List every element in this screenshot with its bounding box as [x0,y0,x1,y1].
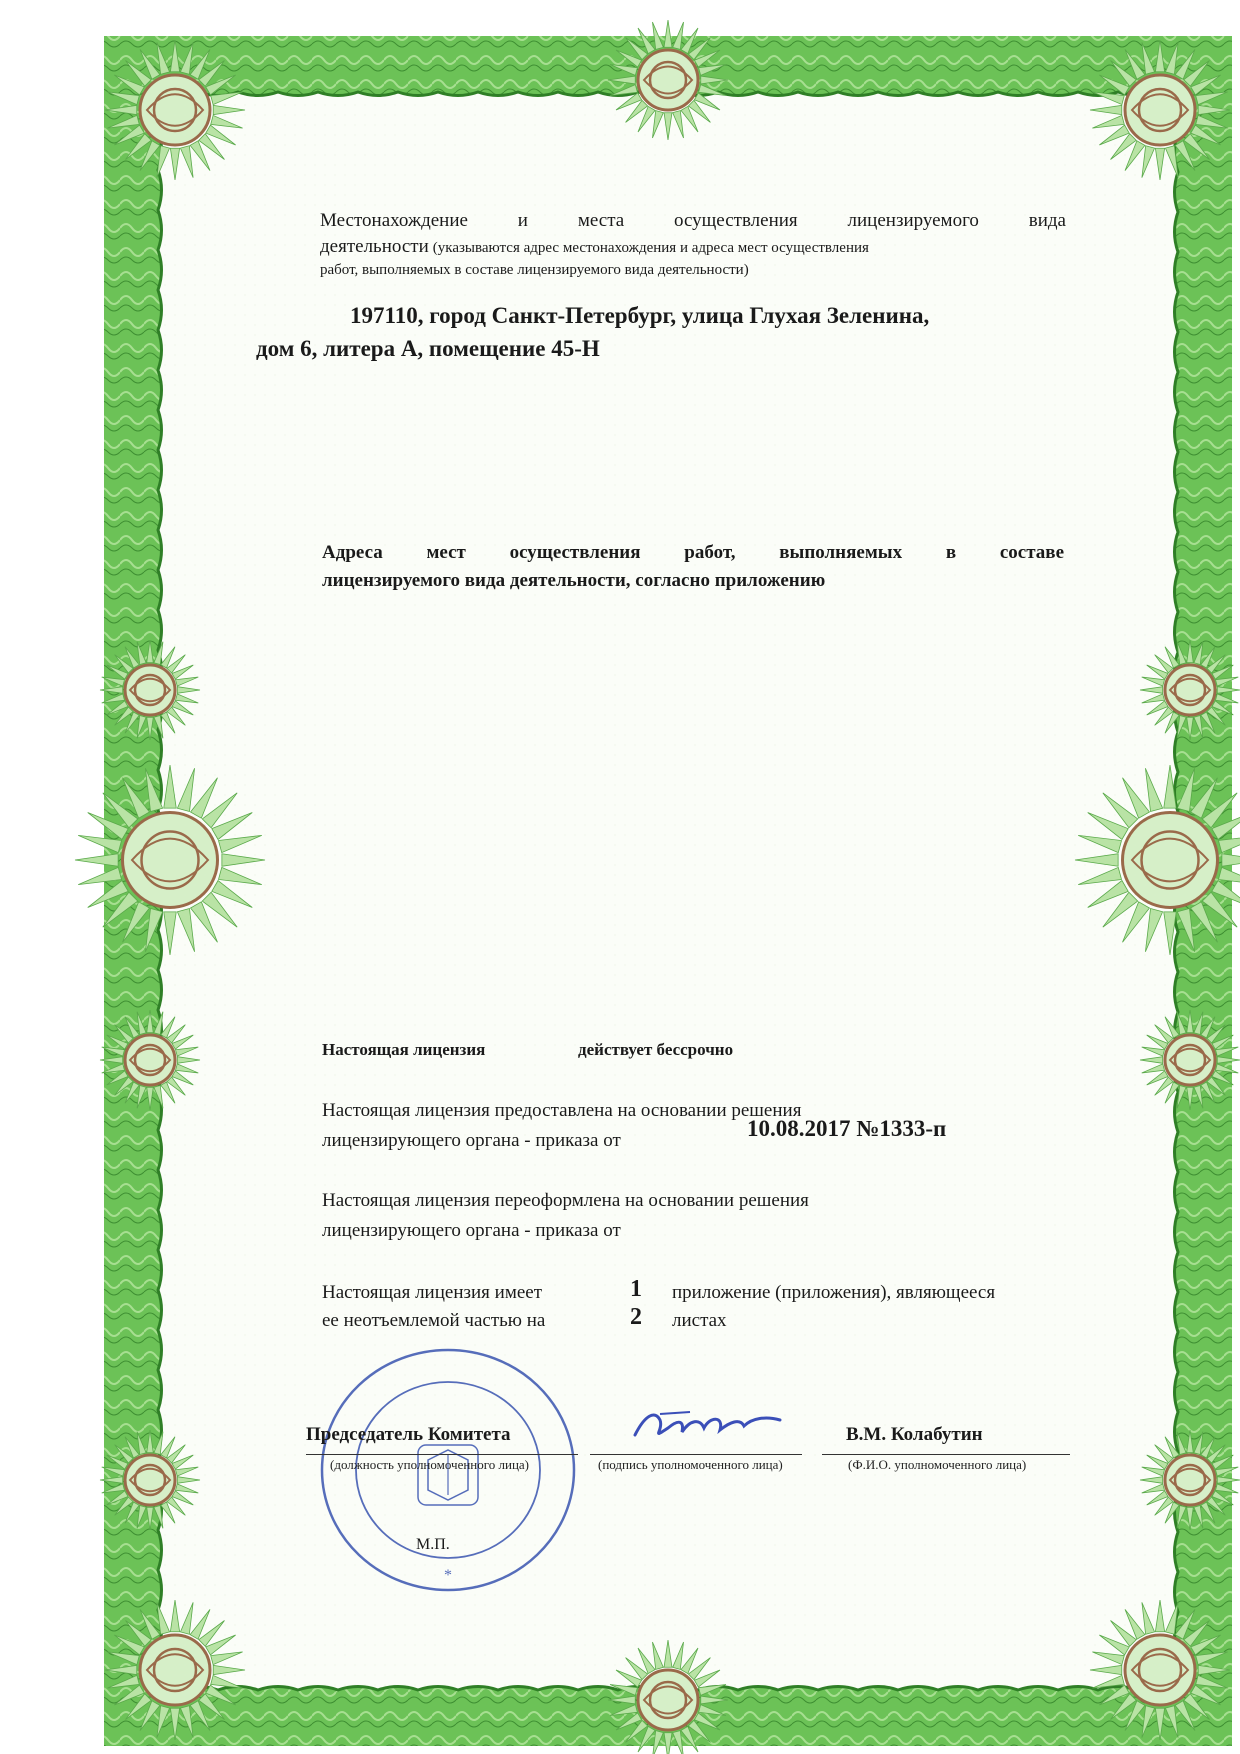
address-line2: дом 6, литера А, помещение 45-Н [256,336,600,361]
corner-ornament-icon [1090,1600,1230,1740]
location-heading-line3: работ, выполняемых в составе лицензируемого вида деятельности) [320,262,749,278]
rosette-ornament-icon [1140,1010,1240,1110]
granted-order-number: 10.08.2017 №1333-п [747,1116,947,1141]
rosette-ornament-icon [75,765,265,955]
validity-label: Настоящая лицензия [322,1040,486,1059]
appendix-sheets: 2 [630,1304,642,1330]
rosette-ornament-icon [100,1010,200,1110]
signer-position: Председатель Комитета [306,1424,511,1445]
signer-name: В.М. Колабутин [846,1424,983,1445]
corner-ornament-icon [608,20,728,140]
corner-ornament-icon [1090,40,1230,180]
address-line1: 197110, город Санкт-Петербург, улица Глухая Зеленина, [350,303,930,328]
work-addresses-line1: Адреса мест осуществления работ, выполняемых в составе [322,542,1064,563]
appendix-line1-prefix: Настоящая лицензия имеет [322,1282,543,1303]
rosette-ornament-icon [1140,1430,1240,1530]
appendix-line1-suffix: приложение (приложения), являющееся [672,1282,996,1303]
corner-ornament-icon [105,1600,245,1740]
stamp-place-label: М.П. [416,1536,450,1553]
corner-ornament-icon [105,40,245,180]
location-heading-activity: деятельности [320,236,429,257]
validity-value: действует бессрочно [578,1040,734,1059]
work-addresses-line2: лицензируемого вида деятельности, согласно приложению [322,570,826,591]
location-heading-line2 [320,236,1066,258]
appendix-line2-suffix: листах [672,1310,727,1331]
granted-line1: Настоящая лицензия предоставлена на основании решения [322,1100,802,1121]
position-underline [306,1454,578,1455]
reissued-line1: Настоящая лицензия переоформлена на основании решения [322,1190,809,1211]
granted-line2: лицензирующего органа - приказа от [322,1130,621,1151]
svg-text:*: * [444,1567,452,1584]
signature-caption: (подпись уполномоченного лица) [598,1457,783,1472]
position-caption: (должность уполномоченного лица) [330,1457,530,1472]
rosette-ornament-icon [100,640,200,740]
name-caption: (Ф.И.О. уполномоченного лица) [848,1457,1027,1472]
signature-underline [590,1454,802,1455]
appendix-line2-prefix: ее неотъемлемой частью на [322,1310,546,1331]
handwritten-signature-icon [620,1400,790,1450]
rosette-ornament-icon [1140,640,1240,740]
appendix-count: 1 [630,1276,642,1302]
rosette-ornament-icon [100,1430,200,1530]
reissued-line2: лицензирующего органа - приказа от [322,1220,621,1241]
name-underline [822,1454,1070,1455]
location-heading-line1: Местонахождение и места осуществления лицензируемого вида [320,210,1066,231]
location-heading-note: (указываются адрес местонахождения и адреса мест осуществления [432,240,869,256]
